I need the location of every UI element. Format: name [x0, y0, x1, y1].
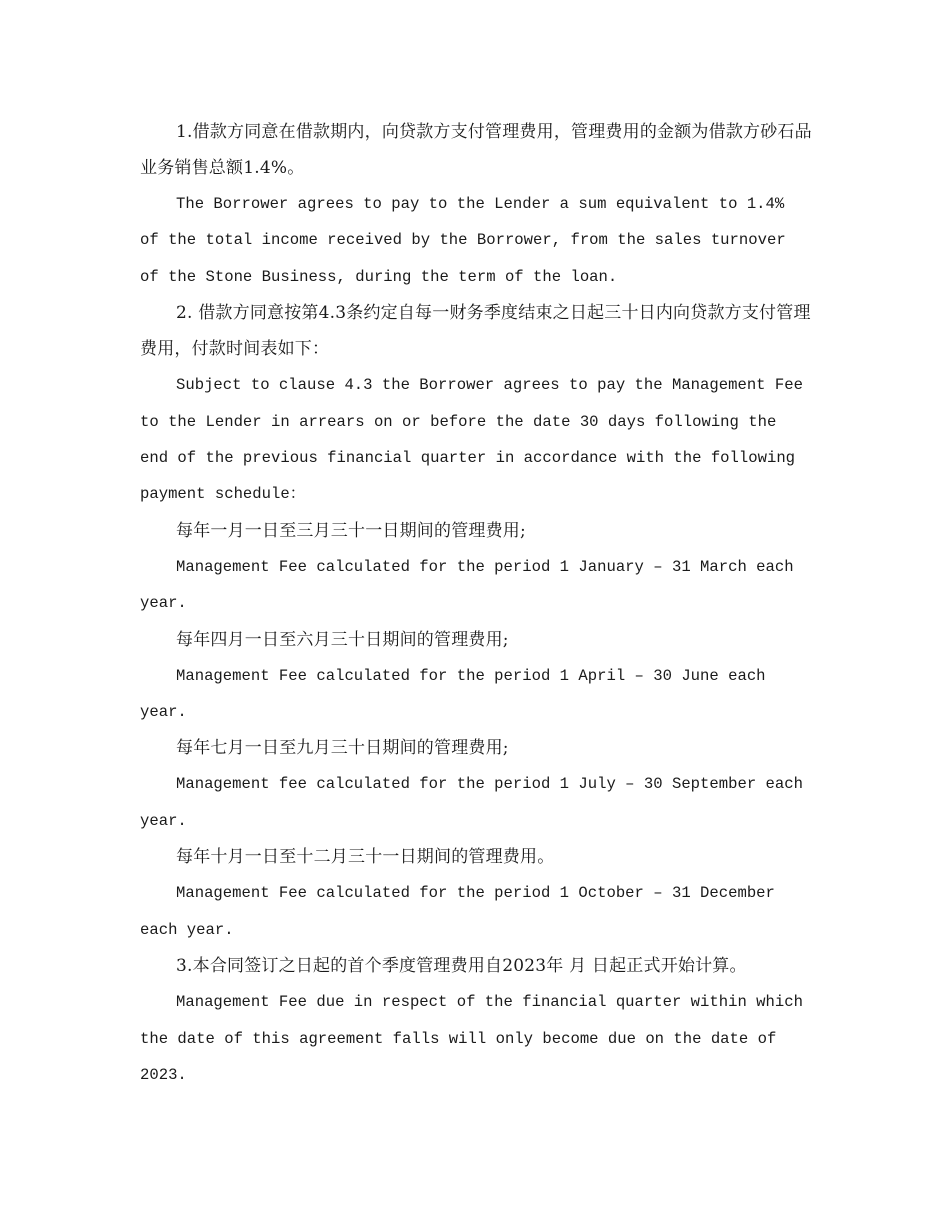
schedule-q1-en: Management Fee calculated for the period 1 January – 31 March each year.: [140, 557, 794, 613]
schedule-q4-en: Management Fee calculated for the period 1 October – 31 December each year.: [140, 884, 775, 939]
clause-1-zh: 1.借款方同意在借款期内，向贷款方支付管理费用，管理费用的金额为借款方砂石品业务销售总额1.4%。: [140, 122, 812, 178]
clause-3-en: Management Fee due in respect of the financial quarter within which the date of this agreement falls will only become due on the date of 2023.: [140, 993, 803, 1084]
clause-2-zh: 2. 借款方同意按第4.3条约定自每一财务季度结束之日起三十日内向贷款方支付管理费用，付款时间表如下：: [140, 303, 811, 360]
clause-2-en: Subject to clause 4.3 the Borrower agrees to pay the Management Fee to the Lender in arrears on or before the date 30 days following the end of the previous financial quarter in accordance with the following payment schedule：: [140, 376, 803, 504]
schedule-q2-zh: 每年四月一日至六月三十日期间的管理费用;: [176, 629, 509, 650]
schedule-q2-en: Management Fee calculated for the period 1 April – 30 June each year.: [140, 666, 766, 722]
schedule-q3-zh: 每年七月一日至九月三十日期间的管理费用;: [176, 738, 509, 759]
document-body: [140, 114, 812, 1093]
schedule-q1-zh: 每年一月一日至三月三十一日期间的管理费用;: [176, 520, 526, 541]
clause-1-en: The Borrower agrees to pay to the Lender a sum equivalent to 1.4% of the total income received by the Borrower, from the sales turnover of the Stone Business, during the term of the loan.: [140, 195, 786, 286]
clause-3-zh: 3.本合同签订之日起的首个季度管理费用自2023年 月 日起正式开始计算。: [176, 956, 747, 977]
schedule-q3-en: Management fee calculated for the period 1 July – 30 September each year.: [140, 775, 803, 830]
schedule-q4-zh: 每年十月一日至十二月三十一日期间的管理费用。: [176, 847, 555, 868]
